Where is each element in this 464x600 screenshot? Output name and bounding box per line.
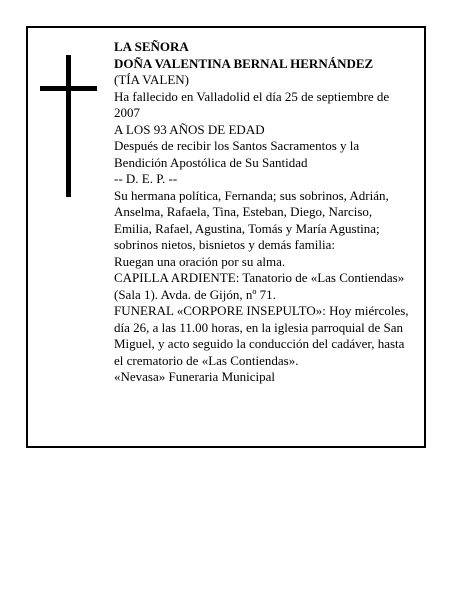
obituary-text <box>114 39 424 386</box>
prayer-request: Ruegan una oración por su alma. <box>114 253 286 269</box>
sacraments-line-2: Bendición Apostólica de Su Santidad <box>114 154 308 170</box>
death-statement-line-2: 2007 <box>114 105 140 120</box>
family-line-3: Emilia, Rafael, Agustina, Tomás y María Agustina; <box>114 220 380 236</box>
death-statement-line-1: Ha fallecido en Valladolid el día 25 de septiembre de <box>114 88 390 104</box>
age-statement: A LOS 93 AÑOS DE EDAD <box>114 121 265 137</box>
family-line-2: Anselma, Rafaela, Tina, Esteban, Diego, Narciso, <box>114 204 373 219</box>
funeral-line-3: Miguel, y acto seguido la conducción del cadáver, hasta <box>114 336 405 351</box>
funeral-line-2: día 26, a las 11.00 horas, en la iglesia parroquial de San <box>114 319 404 335</box>
cross-icon <box>66 55 71 197</box>
chapel-line-1: CAPILLA ARDIENTE: Tanatorio de «Las Contiendas» <box>114 270 405 285</box>
cross-icon-crossbar <box>40 86 97 91</box>
deceased-name: DOÑA VALENTINA BERNAL HERNÁNDEZ <box>114 55 374 71</box>
notice-title: LA SEÑORA <box>114 39 189 54</box>
deceased-alias: (TÍA VALEN) <box>114 72 189 87</box>
rip-line: -- D. E. P. -- <box>114 171 178 186</box>
family-line-4: sobrinos nietos, bisnietos y demás familia: <box>114 237 335 252</box>
sacraments-line-1: Después de recibir los Santos Sacramentos y la <box>114 138 360 153</box>
chapel-line-2: (Sala 1). Avda. de Gijón, nº 71. <box>114 286 276 302</box>
funeral-line-4: el crematorio de «Las Contiendas». <box>114 352 299 368</box>
family-line-1: Su hermana política, Fernanda; sus sobrinos, Adrián, <box>114 187 389 203</box>
funeral-line-1: FUNERAL «CORPORE INSEPULTO»: Hoy miércoles, <box>114 303 409 318</box>
funeral-home: «Nevasa» Funeraria Municipal <box>114 369 276 384</box>
